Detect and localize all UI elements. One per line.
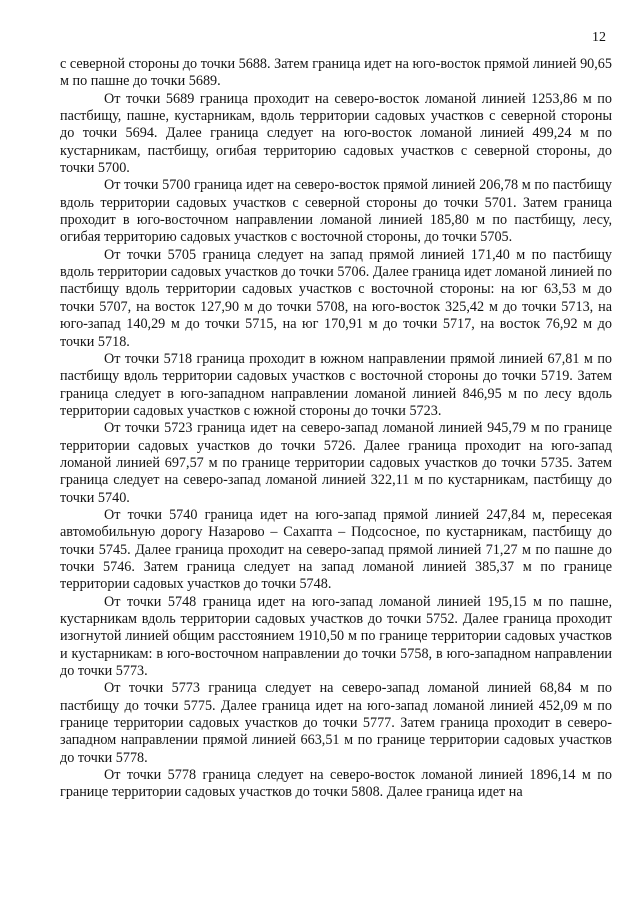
paragraph: От точки 5748 граница идет на юго-запад ломаной линией 195,15 м по пашне, кустарникам вдоль территории садовых участков до точки 5752. Далее граница проходит изогнутой линией общим расстоянием 1910,50 м по границе территории садовых участков и кустарникам: в юго-восточном направлении до точки 5758, в юго-западном направлении до точки 5773. xyxy=(60,593,612,680)
paragraph: От точки 5705 граница следует на запад прямой линией 171,40 м по пастбищу вдоль территории садовых участков до точки 5706. Далее граница идет ломаной линией по пастбищу вдоль территории садовых участков с восточной стороны: на юг 63,53 м до точки 5707, на восток 127,90 м до точки 5708, на юго-восток 325,42 м до точки 5713, на юго-запад 140,29 м до точки 5715, на юг 170,91 м до точки 5717, на восток 76,92 м до точки 5718. xyxy=(60,246,612,350)
document-body xyxy=(60,56,612,802)
paragraph: От точки 5700 граница идет на северо-восток прямой линией 206,78 м по пастбищу вдоль территории садовых участков с северной стороны до точки 5701. Затем граница проходит в юго-восточном направлении ломаной линией 185,80 м по пастбищу, лесу, огибая территорию садовых участков с восточной стороны, до точки 5705. xyxy=(60,177,612,246)
page-number: 12 xyxy=(592,30,606,45)
paragraph: От точки 5689 граница проходит на северо-восток ломаной линией 1253,86 м по пастбищу, пашне, кустарникам, вдоль территории садовых участков с северной стороны до точки 5694. Далее граница следует на юго-восток ломаной линией 499,24 м по кустарникам, пастбищу, огибая территорию садовых участков с северной стороны, до точки 5700. xyxy=(60,90,612,177)
paragraph: От точки 5718 граница проходит в южном направлении прямой линией 67,81 м по пастбищу вдоль территории садовых участков с восточной стороны до точки 5719. Затем граница следует в юго-западном направлении ломаной линией 846,95 м по лесу вдоль территории садовых участков с южной стороны до точки 5723. xyxy=(60,350,612,419)
paragraph: с северной стороны до точки 5688. Затем граница идет на юго-восток прямой линией 90,65 м по пашне до точки 5689. xyxy=(60,56,612,90)
paragraph-continued: От точки 5778 граница следует на северо-восток ломаной линией 1896,14 м по границе территории садовых участков до точки 5808. Далее граница идет на xyxy=(60,767,612,801)
paragraph: От точки 5773 граница следует на северо-запад ломаной линией 68,84 м по пастбищу до точки 5775. Далее граница идет на юго-запад ломаной линией 452,09 м по границе территории садовых участков до точки 5777. Затем граница проходит в северо-западном направлении прямой линией 663,51 м по границе территории садовых участков до точки 5778. xyxy=(60,680,612,766)
paragraph: От точки 5740 граница идет на юго-запад прямой линией 247,84 м, пересекая автомобильную дорогу Назарово – Сахапта – Подсосное, по кустарникам, пастбищу до точки 5745. Далее граница проходит на северо-запад прямой линией 71,27 м по пашне до точки 5746. Затем граница следует на запад ломаной линией 385,37 м по границе территории садовых участков до точки 5748. xyxy=(60,506,612,593)
paragraph: От точки 5723 граница идет на северо-запад ломаной линией 945,79 м по границе территории садовых участков до точки 5726. Далее граница проходит на юго-запад ломаной линией 697,57 м по границе территории садовых участков до точки 5735. Затем граница следует на северо-запад ломаной линией 322,11 м по кустарникам, пастбищу до точки 5740. xyxy=(60,420,612,506)
